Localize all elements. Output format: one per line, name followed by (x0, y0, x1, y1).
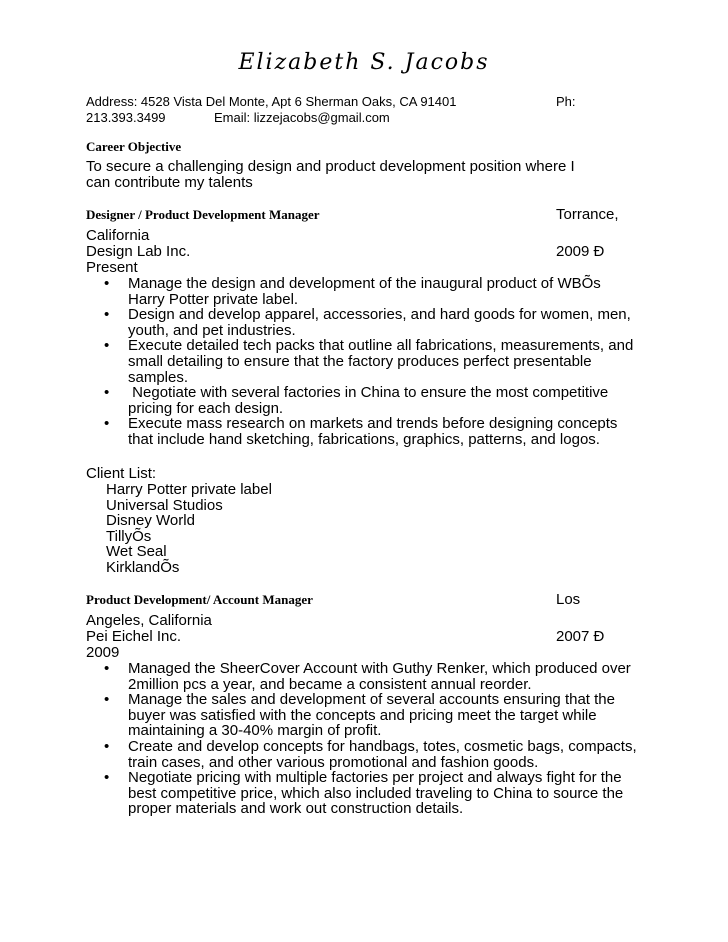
list-item: • Manage the sales and development of several accounts ensuring that the buyer was satisfied with the concepts and pricing meet the target while maintaining a 30-40% margin of profit. (104, 691, 615, 740)
bullet-icon: • (104, 337, 110, 355)
job-title: Product Development/ Account Manager (86, 592, 313, 607)
bullet-icon: • (104, 660, 110, 677)
phone-label: Ph: (556, 94, 576, 109)
list-item: • Execute detailed tech packs that outline all fabrications, measurements, and small detailing to ensure that the factory produces perfect presentable samples. (104, 337, 634, 386)
company-name: Pei Eichel Inc. (86, 628, 182, 645)
list-item: • Design and develop apparel, accessories, and hard goods for women, men, youth, and pet industries. (104, 306, 631, 339)
list-item: KirklandÕs (106, 558, 180, 576)
job-location: Torrance, (556, 206, 619, 223)
job-dates-continued: 2009 (86, 644, 120, 661)
bullet-icon: • (104, 415, 110, 433)
list-item: • Negotiate pricing with multiple factories per project and always fight for the best competitive price, which also included traveling to China to source the proper materials and work out construction details. (104, 769, 624, 818)
list-item: TillyÕs (106, 527, 152, 545)
list-item: Harry Potter private label (106, 481, 272, 498)
bullet-icon: • (104, 384, 110, 402)
resume-name: Elizabeth S. Jacobs (238, 50, 490, 75)
job-dates-continued: Present (86, 259, 138, 276)
bullet-icon: • (104, 737, 110, 755)
list-item: Universal Studios (106, 496, 223, 514)
job-duties-list (86, 661, 642, 817)
list-item: • Create and develop concepts for handbags, totes, cosmetic bags, compacts, train cases, and other various promotional and fashion goods. (104, 737, 637, 771)
list-item: • Managed the SheerCover Account with Guthy Renker, which produced over 2million pcs a year, and became a consistent annual reorder. (104, 660, 631, 693)
bullet-icon: • (104, 275, 110, 292)
phone-number: 213.393.3499 (86, 110, 166, 125)
job-dates: 2009 Ð (556, 243, 605, 260)
client-list-label: Client List: (86, 465, 157, 482)
objective-text-line: can contribute my talents (86, 174, 253, 191)
job-location-continued: Angeles, California (86, 612, 212, 629)
objective-heading: Career Objective (86, 139, 182, 154)
address-line: Address: 4528 Vista Del Monte, Apt 6 Sherman Oaks, CA 91401 (86, 94, 457, 109)
bullet-icon: • (104, 306, 110, 324)
job-dates: 2007 Ð (556, 628, 605, 645)
objective-text-line: To secure a challenging design and product development position where I (86, 158, 575, 175)
bullet-icon: • (104, 769, 110, 787)
job-location: Los (556, 591, 581, 608)
list-item: • Execute mass research on markets and trends before designing concepts that include hand sketching, fabrications, graphics, patterns, and logos. (104, 415, 618, 448)
job-location-continued: California (86, 227, 150, 244)
company-name: Design Lab Inc. (86, 243, 191, 260)
job-title: Designer / Product Development Manager (86, 207, 320, 222)
list-item: • Manage the design and development of the inaugural product of WBÕs Harry Potter private label. (104, 275, 601, 308)
email-address: Email: lizzejacobs@gmail.com (214, 110, 390, 125)
list-item: Wet Seal (106, 543, 167, 561)
client-list (106, 482, 272, 576)
bullet-icon: • (104, 691, 110, 709)
list-item: • Negotiate with several factories in China to ensure the most competitive pricing for each design. (104, 384, 613, 417)
list-item: Disney World (106, 512, 195, 530)
job-duties-list (86, 276, 638, 448)
